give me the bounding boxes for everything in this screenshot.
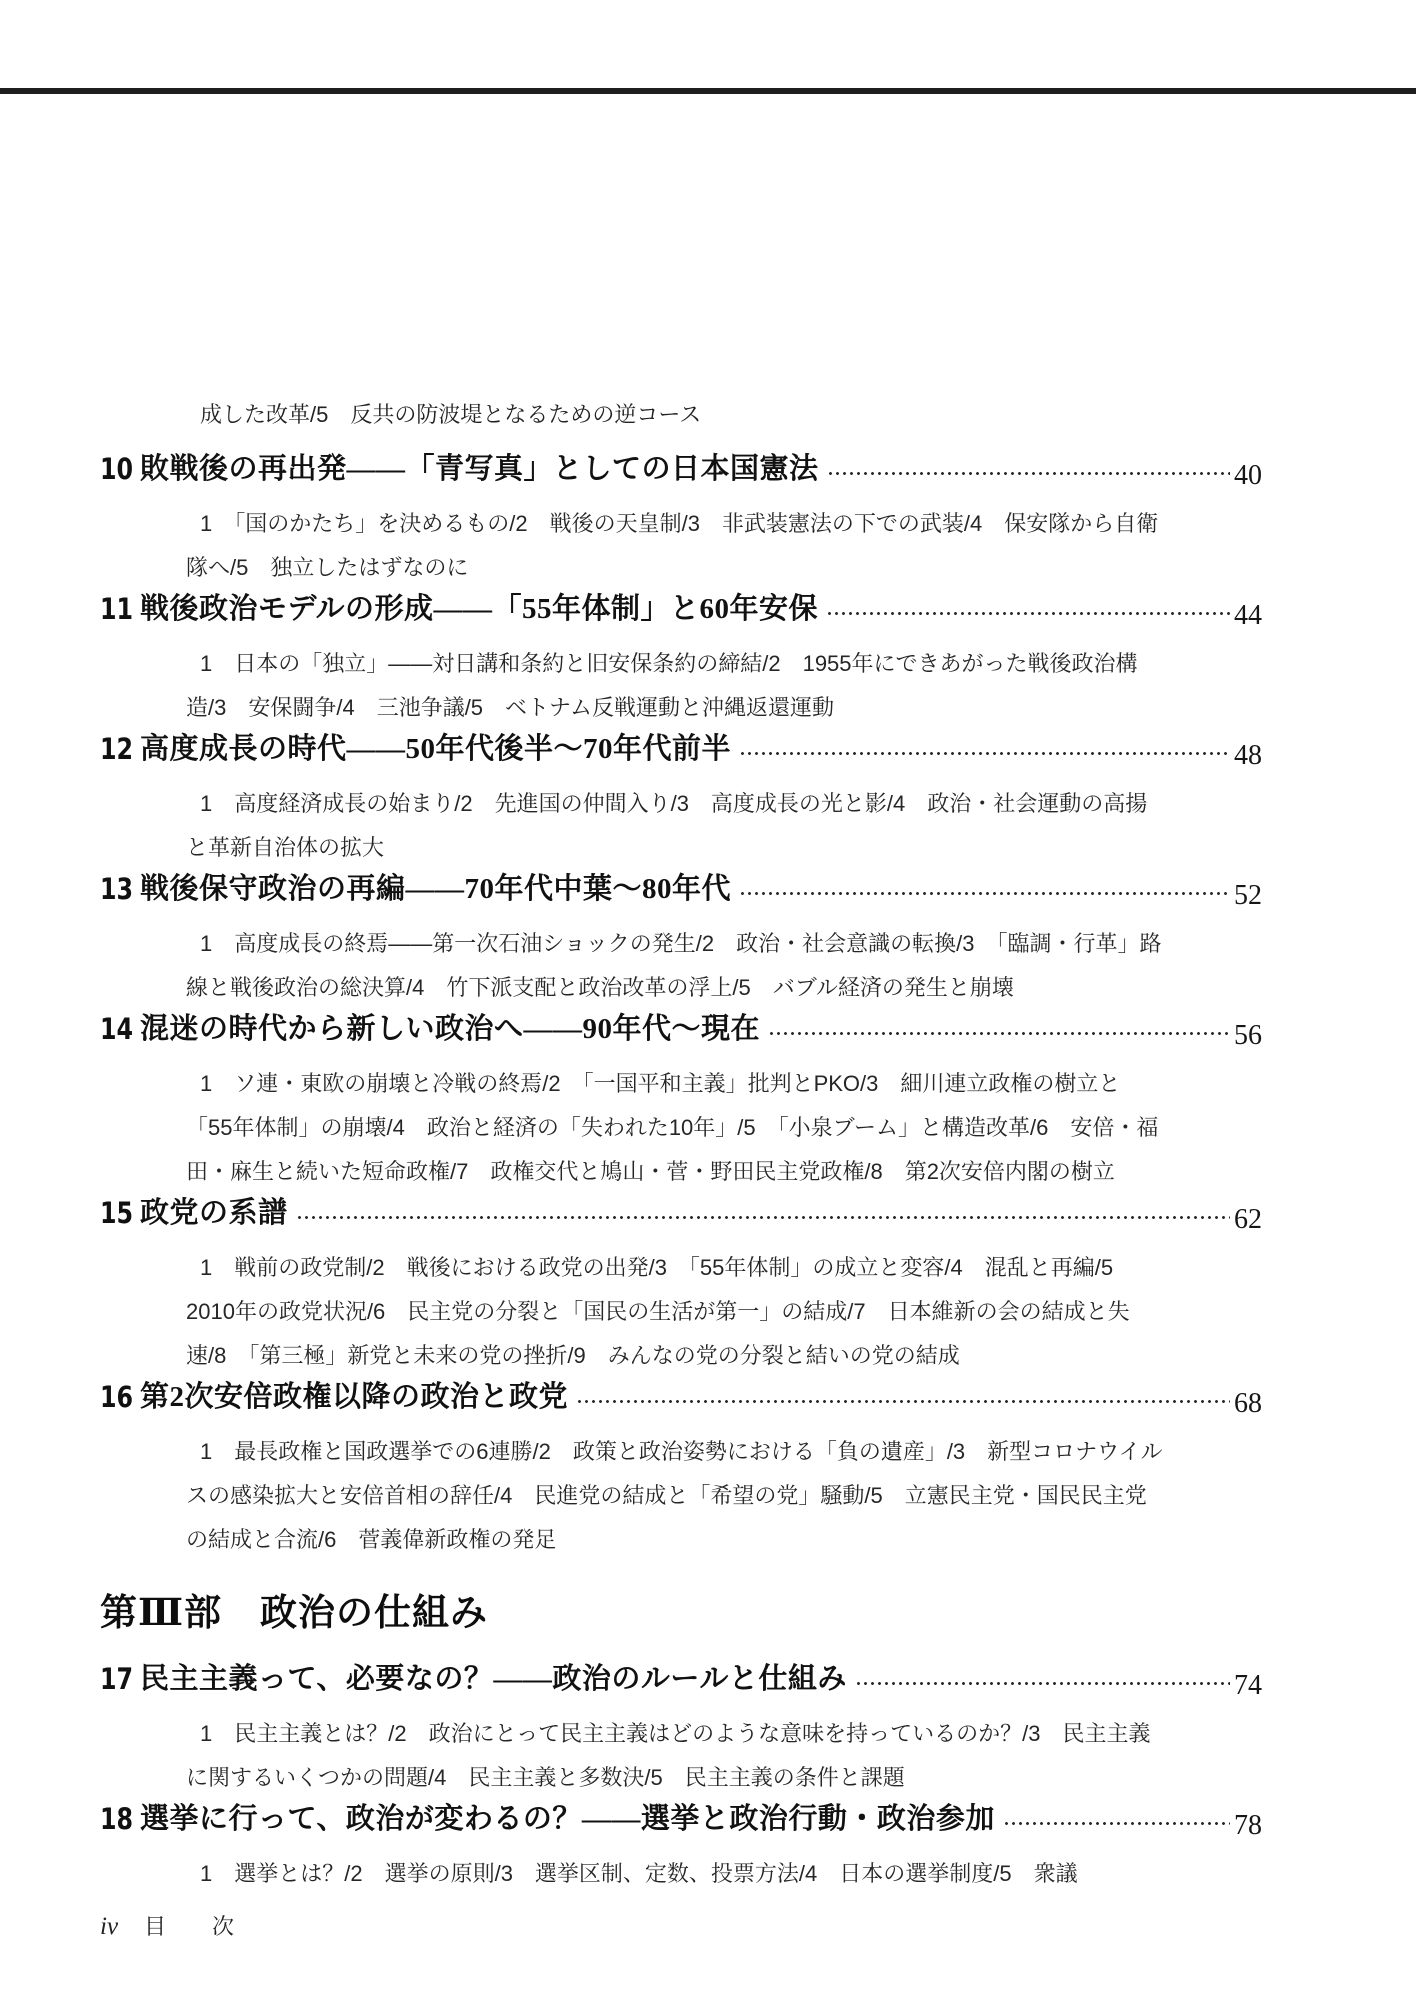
dotted-leader bbox=[739, 752, 1230, 755]
toc-entry bbox=[100, 872, 1262, 1010]
entry-topics: 1 民主主義とは？/2 政治にとって民主主義はどのような意味を持っているのか？/3 民主主義に関するいくつかの問題/4 民主主義と多数決/5 民主主義の条件と課題 bbox=[186, 1721, 1151, 1790]
entry-page-number: 52 bbox=[1234, 880, 1262, 911]
entry-topics: 1 選挙とは？/2 選挙の原則/3 選挙区制、定数、投票方法/4 日本の選挙制度/5 衆議 bbox=[200, 1861, 1078, 1886]
entry-title-row bbox=[140, 1802, 1262, 1841]
entry-number: 11 bbox=[100, 592, 134, 626]
entry-title: 敗戦後の再出発——「青写真」としての日本国憲法 bbox=[140, 453, 819, 485]
entry-page-number: 62 bbox=[1234, 1204, 1262, 1235]
entry-topics: 1 高度経済成長の始まり/2 先進国の仲間入り/3 高度成長の光と影/4 政治・社会運動の高揚と革新自治体の拡大 bbox=[186, 791, 1148, 860]
entry-main bbox=[140, 452, 1262, 590]
entry-page-number: 40 bbox=[1234, 460, 1262, 491]
entry-topics: 1 戦前の政党制/2 戦後における政党の出発/3 「55年体制」の成立と変容/4 混乱と再編/5 2010年の政党状況/6 民主党の分裂と「国民の生活が第一」の結成/7 日本維新の会の結成と失速/8 「第三極」新党と未来の党の挫折/9 みんなの党の分裂と結いの党の結成 bbox=[186, 1255, 1136, 1368]
entry-title: 民主主義って、必要なの？——政治のルールと仕組み bbox=[140, 1663, 847, 1695]
entry-title: 戦後政治モデルの形成——「55年体制」と60年安保 bbox=[140, 593, 819, 625]
dotted-leader bbox=[855, 1682, 1230, 1685]
entry-title-row bbox=[140, 1662, 1262, 1701]
entry-page-number: 44 bbox=[1234, 600, 1262, 631]
entry-main bbox=[140, 1802, 1262, 1896]
dotted-leader bbox=[296, 1216, 1230, 1219]
entry-number: 16 bbox=[100, 1380, 134, 1414]
entry-topics: 1 ソ連・東欧の崩壊と冷戦の終焉/2 「一国平和主義」批判とPKO/3 細川連立政権の樹立と「55年体制」の崩壊/4 政治と経済の「失われた10年」/5 「小泉ブーム」と構造改革/6 安倍・福田・麻生と続いた短命政権/7 政権交代と鳩山・菅・野田民主党政権/8 第2次安倍内閣の樹立 bbox=[186, 1071, 1159, 1184]
toc-entry bbox=[100, 1012, 1262, 1194]
entry-title: 第2次安倍政権以降の政治と政党 bbox=[140, 1381, 569, 1413]
entry-page-number: 68 bbox=[1234, 1388, 1262, 1419]
dotted-leader bbox=[1003, 1822, 1230, 1825]
folio-number: iv bbox=[100, 1913, 119, 1940]
dotted-leader bbox=[768, 1032, 1230, 1035]
dotted-leader bbox=[576, 1400, 1230, 1403]
entry-number: 14 bbox=[100, 1012, 134, 1046]
entry-topics: 1 「国のかたち」を決めるもの/2 戦後の天皇制/3 非武装憲法の下での武装/4 保安隊から自衛隊へ/5 独立したはずなのに bbox=[186, 511, 1159, 580]
dotted-leader bbox=[739, 892, 1230, 895]
entry-topics: 1 日本の「独立」——対日講和条約と旧安保条約の締結/2 1955年にできあがった戦後政治構造/3 安保闘争/4 三池争議/5 ベトナム反戦運動と沖縄返還運動 bbox=[186, 651, 1138, 720]
entry-title-row bbox=[140, 1012, 1262, 1051]
entry-main bbox=[140, 1662, 1262, 1800]
entry-title-row bbox=[140, 872, 1262, 911]
entry-number: 13 bbox=[100, 872, 134, 906]
entry-main bbox=[140, 872, 1262, 1010]
toc-entry bbox=[100, 1802, 1262, 1896]
toc-entry bbox=[100, 1380, 1262, 1562]
entry-page-number: 48 bbox=[1234, 740, 1262, 771]
entry-main bbox=[140, 1196, 1262, 1378]
entry-main bbox=[140, 592, 1262, 730]
entry-title-row bbox=[140, 1380, 1262, 1419]
entry-page-number: 78 bbox=[1234, 1810, 1262, 1841]
page-footer bbox=[100, 1910, 1262, 1941]
entry-title-row bbox=[140, 732, 1262, 771]
entry-title: 政党の系譜 bbox=[140, 1197, 288, 1229]
entry-main bbox=[140, 732, 1262, 870]
entry-title: 戦後保守政治の再編——70年代中葉〜80年代 bbox=[140, 873, 732, 905]
entry-main bbox=[140, 1012, 1262, 1194]
entry-title: 選挙に行って、政治が変わるの？——選挙と政治行動・政治参加 bbox=[140, 1803, 995, 1835]
entry-main bbox=[140, 1380, 1262, 1562]
entry-title-row bbox=[140, 452, 1262, 491]
top-page-rule bbox=[0, 88, 1416, 94]
part-header: 第Ⅲ部 政治の仕組み bbox=[100, 1593, 489, 1634]
toc-entry bbox=[100, 592, 1262, 730]
entry-number: 15 bbox=[100, 1196, 134, 1230]
dotted-leader bbox=[826, 612, 1230, 615]
entry-page-number: 74 bbox=[1234, 1670, 1262, 1701]
footer-label: 目 次 bbox=[144, 1914, 247, 1939]
toc-entry bbox=[100, 1662, 1262, 1800]
entry-number: 17 bbox=[100, 1662, 134, 1696]
entry-number: 18 bbox=[100, 1802, 134, 1836]
toc-entry bbox=[100, 452, 1262, 590]
toc-entry bbox=[100, 732, 1262, 870]
carryover-line: 成した改革/5 反共の防波堤となるための逆コース bbox=[200, 402, 702, 427]
entry-title-row bbox=[140, 592, 1262, 631]
entry-topics: 1 高度成長の終焉——第一次石油ショックの発生/2 政治・社会意識の転換/3 「臨調・行革」路線と戦後政治の総決算/4 竹下派支配と政治改革の浮上/5 バブル経済の発生と崩壊 bbox=[186, 931, 1162, 1000]
entry-page-number: 56 bbox=[1234, 1020, 1262, 1051]
toc-entry bbox=[100, 1196, 1262, 1378]
entry-topics: 1 最長政権と国政選挙での6連勝/2 政策と政治姿勢における「負の遺産」/3 新型コロナウイルスの感染拡大と安倍首相の辞任/4 民進党の結成と「希望の党」騒動/5 立憲民主党・国民民主党の結成と合流/6 菅義偉新政権の発足 bbox=[186, 1439, 1163, 1552]
toc-content bbox=[100, 398, 1262, 1941]
entry-title-row bbox=[140, 1196, 1262, 1235]
dotted-leader bbox=[827, 472, 1230, 475]
entry-number: 12 bbox=[100, 732, 134, 766]
entry-title: 混迷の時代から新しい政治へ——90年代〜現在 bbox=[140, 1013, 761, 1045]
entry-number: 10 bbox=[100, 452, 134, 486]
entry-title: 高度成長の時代——50年代後半〜70年代前半 bbox=[140, 733, 732, 765]
